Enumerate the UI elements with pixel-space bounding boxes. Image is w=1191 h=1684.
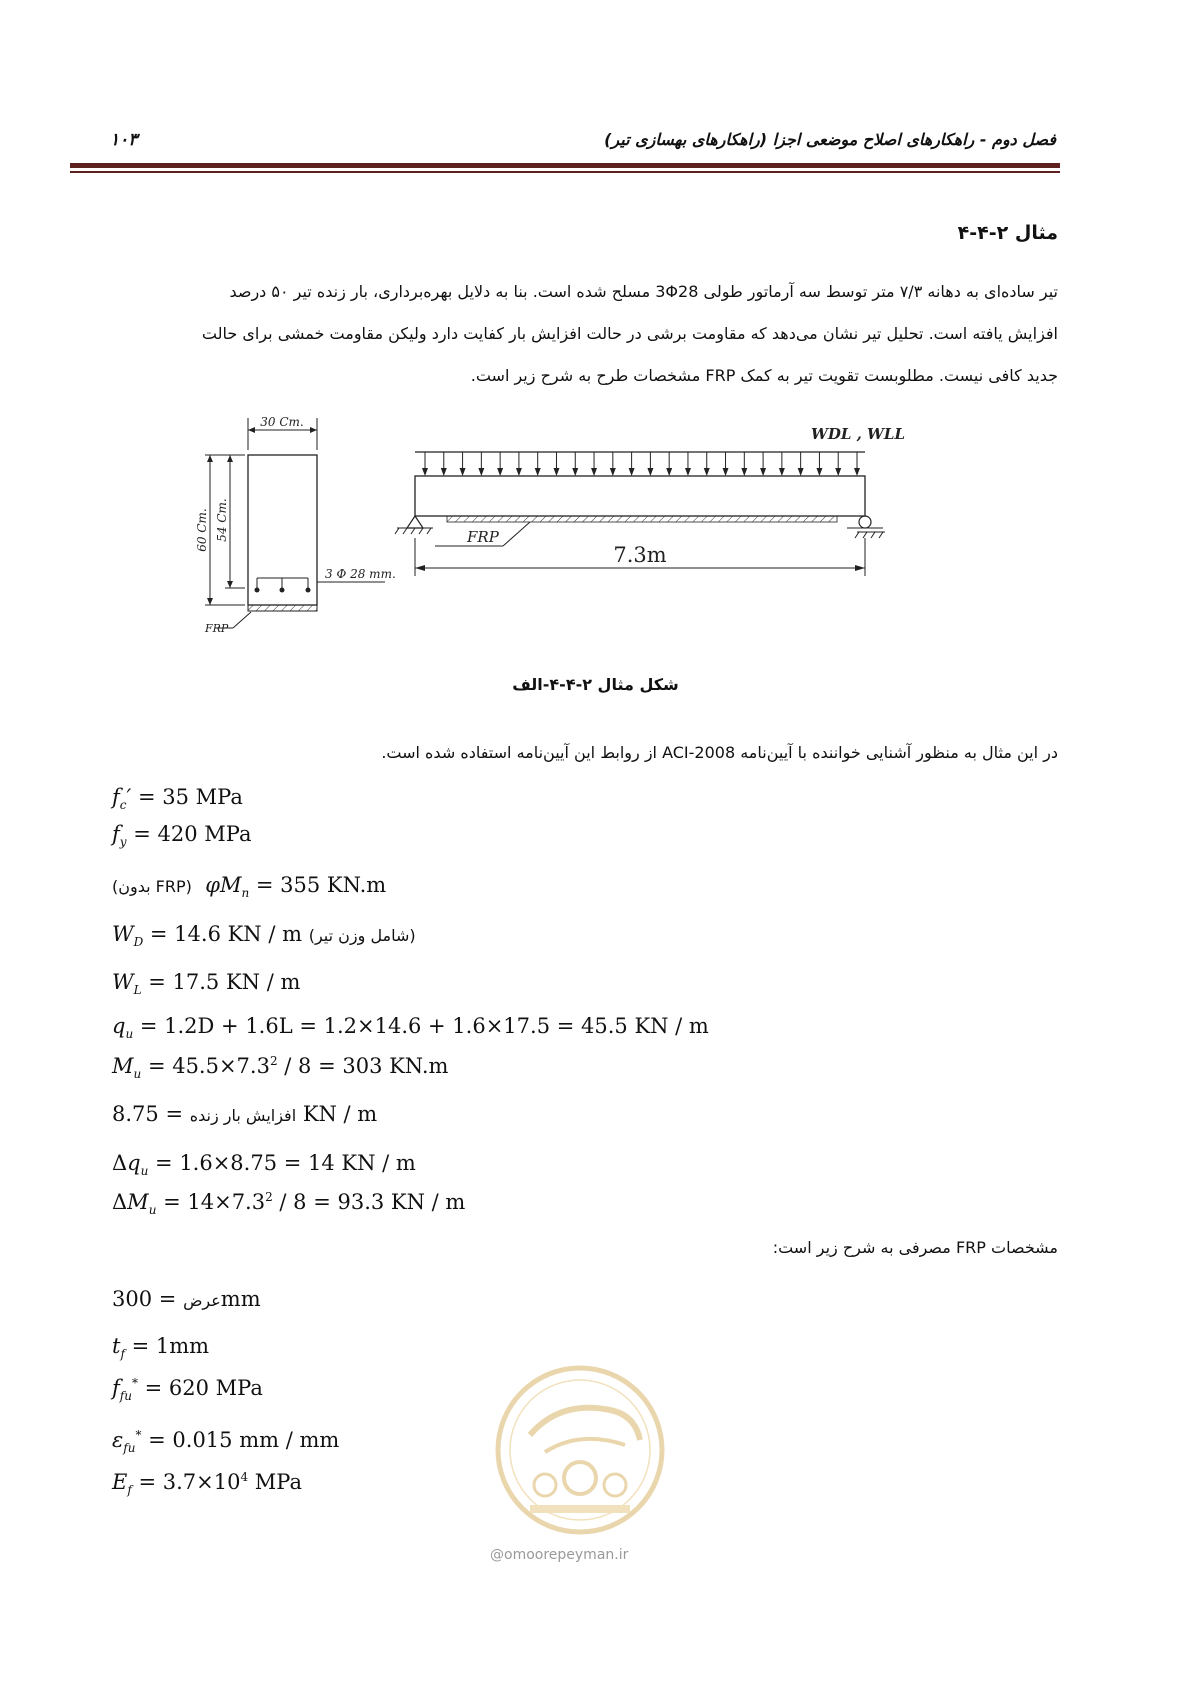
eq-live-increase xyxy=(112,1102,377,1126)
eq-frp-width xyxy=(112,1287,261,1311)
figure-caption: شکل مثال ۲-۴-۴-الف xyxy=(512,675,679,694)
eq-frp-efu: $\varepsilon_{fu}^* = 0.015$ mm / mm xyxy=(112,1428,340,1456)
load-arrow-head xyxy=(460,468,466,476)
eq-phimn-value: = 355 KN.m xyxy=(255,873,387,897)
eq-live-increase-value: = 8.75 KN / m xyxy=(112,1102,378,1126)
watermark-text: @omoorepeyman.ir xyxy=(490,1547,629,1563)
eq-live-increase-label: افزایش بار زنده xyxy=(189,1106,297,1125)
eq-frp-ffu: $f_{fu}^* = 620$ MPa xyxy=(112,1376,263,1404)
rebar-label: 3 Φ 28 mm. xyxy=(325,567,396,581)
eq-dmu: $\Delta M_u = 14\times 7.3^2 / 8 = 93.3$ KN / m xyxy=(112,1190,466,1218)
load-arrow-head xyxy=(497,468,503,476)
header-rule-thin xyxy=(70,171,1060,173)
load-arrow-head xyxy=(779,468,785,476)
span-label: 7.3m xyxy=(613,543,667,567)
eq-fy-value: = 420 MPa xyxy=(133,822,252,846)
eq-frp-width-value: = 300mm xyxy=(112,1287,261,1311)
load-arrow-head xyxy=(610,468,616,476)
eq-wl-value: = 17.5 KN / m xyxy=(148,970,301,994)
paragraph-line-1: تیر ساده‌ای به دهانه ۷/۳ متر توسط سه آرماتور طولی 3Φ28 مسلح شده است. بنا به دلایل بهره‌برداری، بار زنده تیر ۵۰ درصد xyxy=(229,282,1058,301)
eq-dqu: $\Delta q_u = 1.6\times 8.75 = 14$ KN / m xyxy=(112,1151,416,1179)
effective-depth-label: 54 Cm. xyxy=(215,498,229,542)
load-arrow-head xyxy=(478,468,484,476)
load-arrow-head xyxy=(723,468,729,476)
load-arrow-head xyxy=(591,468,597,476)
eq-phimn-note: (بدون FRP) xyxy=(112,877,192,896)
load-arrow-head xyxy=(835,468,841,476)
eq-mu-value: = 45.5×7.3 xyxy=(147,1054,270,1078)
frp-label-beam: FRP xyxy=(467,528,499,546)
eq-frp-ef-value: = 3.7×10 xyxy=(138,1470,241,1494)
eq-wd-note: (شامل وزن تیر) xyxy=(308,926,416,945)
page-number: ۱۰۳ xyxy=(110,130,138,150)
load-arrow-head xyxy=(629,468,635,476)
eq-mu: $M_u = 45.5\times 7.3^2 / 8 = 303$ KN.m xyxy=(112,1054,449,1082)
paragraph-line-3: جدید کافی نیست. مطلوبست تقویت تیر به کمک FRP مشخصات طرح به شرح زیر است. xyxy=(470,366,1058,385)
eq-fc-value: = 35 MPa xyxy=(137,785,243,809)
load-arrow-head xyxy=(516,468,522,476)
eq-frp-ef-unit: MPa xyxy=(248,1470,303,1494)
load-arrow-head xyxy=(798,468,804,476)
frp-specs-title: مشخصات FRP مصرفی به شرح زیر است: xyxy=(772,1238,1058,1257)
eq-fy: $f_y = 420$ MPa xyxy=(112,822,252,850)
load-arrow-head xyxy=(816,468,822,476)
eq-qu: $q_u = 1.2D + 1.6L = 1.2\times 14.6 + 1.6\times 17.5 = 45.5$ KN / m xyxy=(112,1014,709,1042)
cross-section xyxy=(195,415,396,635)
beam-elevation xyxy=(395,425,905,576)
eq-frp-tf-value: = 1mm xyxy=(131,1334,210,1358)
eq-frp-ef-exp: 4 xyxy=(240,1470,249,1484)
eq-mu-tail: / 8 = 303 KN.m xyxy=(277,1054,449,1078)
section-width-label: 30 Cm. xyxy=(260,415,304,429)
load-label: WDL , WLL xyxy=(810,425,905,443)
eq-qu-value: = 1.2D + 1.6L = 1.2×14.6 + 1.6×17.5 = 45.5 KN / m xyxy=(139,1014,709,1038)
eq-frp-ef: $E_f = 3.7\times 10^4$ MPa xyxy=(112,1470,303,1498)
paragraph-line-2: افزایش یافته است. تحلیل تیر نشان می‌دهد که مقاومت برشی در حالت افزایش بار کفایت دارد ولیکن مقاومت خمشی برای حالت xyxy=(201,324,1058,343)
load-arrow-head xyxy=(704,468,710,476)
load-arrow-head xyxy=(666,468,672,476)
load-arrow-head xyxy=(854,468,860,476)
header-rule xyxy=(70,163,1060,168)
eq-dmu-value: = 14×7.3 xyxy=(163,1190,266,1214)
eq-frp-efu-value: = 0.015 mm / mm xyxy=(148,1428,340,1452)
distributed-load-arrows xyxy=(422,452,860,476)
eq-fc: $f_c' = 35$ MPa xyxy=(112,785,243,813)
load-arrow-head xyxy=(685,468,691,476)
running-header-title: فصل دوم - راهکارهای اصلاح موضعی اجزا (راهکارهای بهسازی تیر) xyxy=(604,130,1056,149)
eq-frp-ffu-value: = 620 MPa xyxy=(144,1376,263,1400)
eq-wl: $W_L = 17.5$ KN / m xyxy=(112,970,301,998)
load-arrow-head xyxy=(741,468,747,476)
frp-label-section: FRP xyxy=(205,622,229,635)
intro-line: در این مثال به منظور آشنایی خواننده با آیین‌نامه ACI-2008 از روابط این آیین‌نامه استفاده شده است. xyxy=(381,743,1058,762)
example-heading: مثال ۲-۴-۴ xyxy=(957,222,1058,244)
eq-phimn: (بدون FRP) $\varphi M_n = 355$ KN.m xyxy=(112,873,387,901)
eq-wd: $W_D = 14.6$ KN / m (شامل وزن تیر) xyxy=(112,922,416,950)
eq-dqu-value: = 1.6×8.75 = 14 KN / m xyxy=(155,1151,416,1175)
eq-dmu-tail: / 8 = 93.3 KN / m xyxy=(272,1190,466,1214)
load-arrow-head xyxy=(760,468,766,476)
load-arrow-head xyxy=(422,468,428,476)
eq-frp-width-label: عرض xyxy=(183,1291,221,1310)
load-arrow-head xyxy=(441,468,447,476)
eq-wd-value: = 14.6 KN / m xyxy=(149,922,303,946)
load-arrow-head xyxy=(647,468,653,476)
section-height-label: 60 Cm. xyxy=(195,508,209,552)
watermark-logo xyxy=(490,1360,670,1540)
beam-figure xyxy=(185,410,985,640)
load-arrow-head xyxy=(535,468,541,476)
load-arrow-head xyxy=(572,468,578,476)
load-arrow-head xyxy=(553,468,559,476)
eq-frp-tf: $t_f = 1mm$ xyxy=(112,1334,210,1362)
